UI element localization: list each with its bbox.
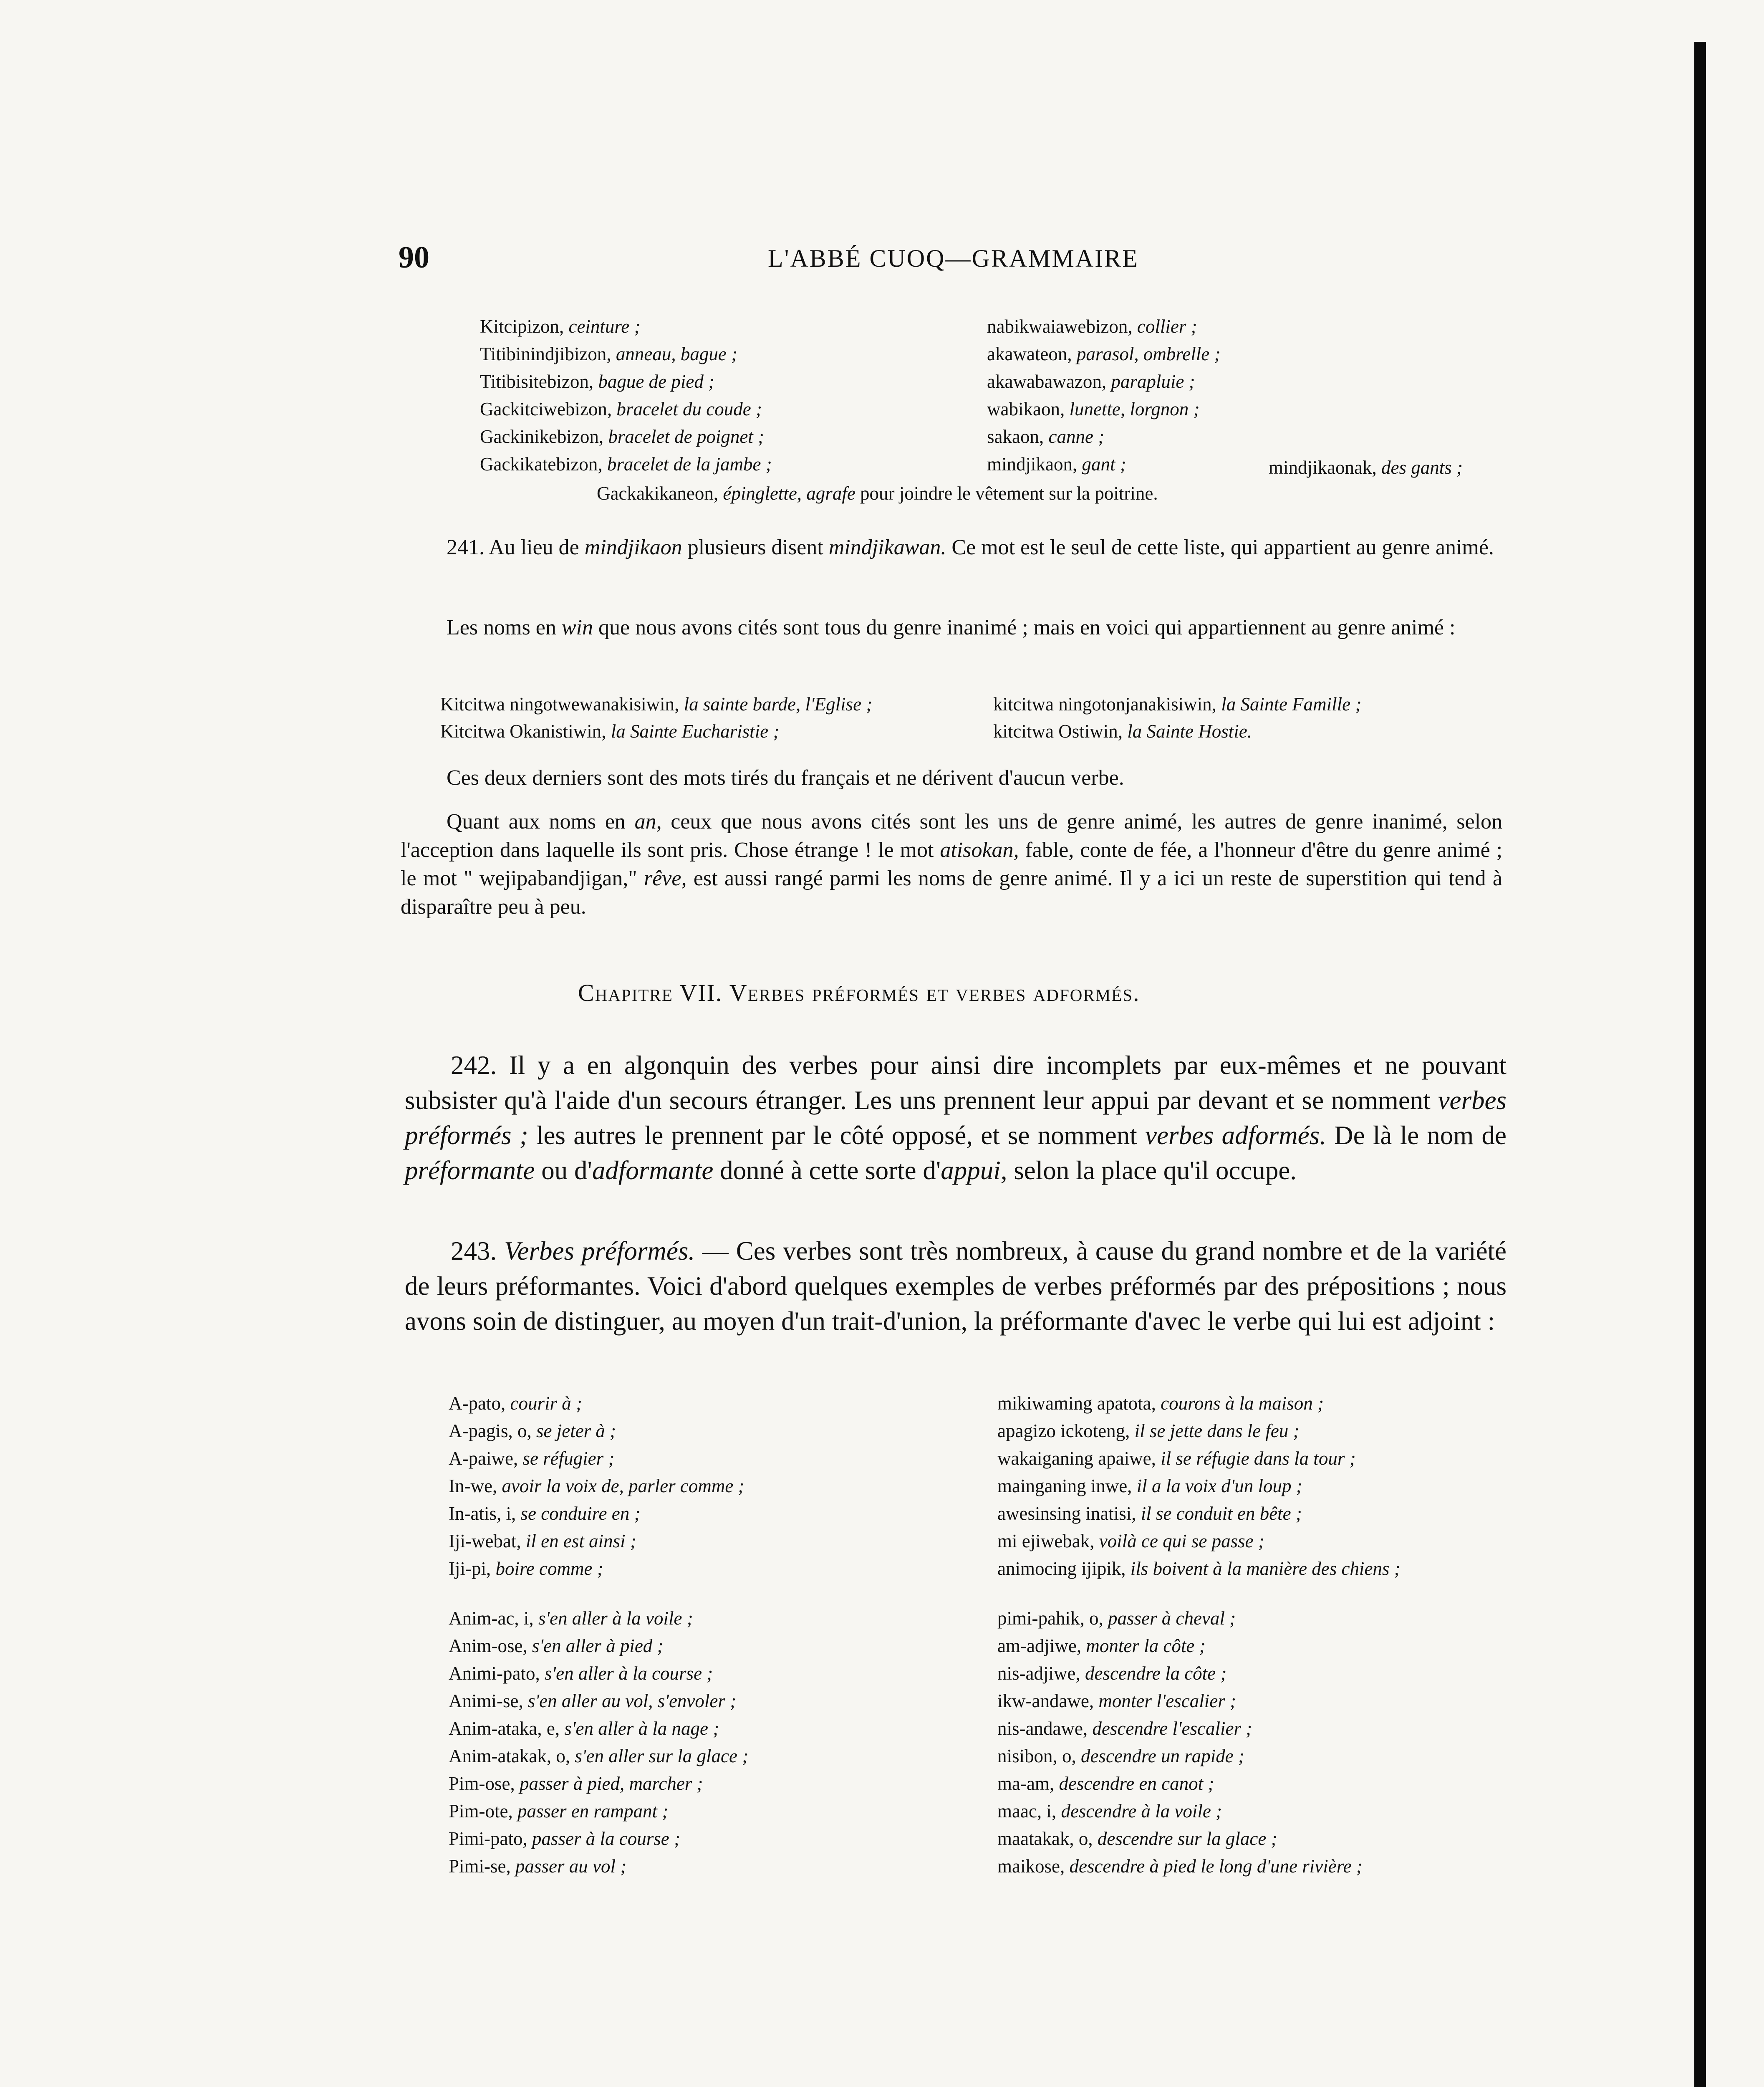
paragraph-noms-an: Quant aux noms en an, ceux que nous avons cités sont les uns de genre animé, les autres de genre inanimé, selon l'acception dans laquelle ils sont pris. Chose étrange ! le mot atisokan, fable, conte de fée, a l'honneur d'être du genre animé ; le mot " wejipabandjigan," rêve, est aussi rangé parmi les noms de genre animé. Il y a ici un reste de superstition qui tend à disparaître peu à peu. bbox=[401, 810, 1503, 919]
list-item: Gackakikaneon, épinglette, agrafe pour joindre le vêtement sur la poitrine. bbox=[597, 483, 1158, 504]
list-item: maikose, descendre à pied le long d'une rivière ; bbox=[997, 1856, 1363, 1877]
list-item: A-pagis, o, se jeter à ; bbox=[449, 1420, 616, 1441]
list-item: Pim-ose, passer à pied, marcher ; bbox=[449, 1773, 703, 1794]
list-item: nisibon, o, descendre un rapide ; bbox=[997, 1746, 1245, 1766]
list-item: Iji-webat, il en est ainsi ; bbox=[449, 1531, 636, 1551]
list-item: In-atis, i, se conduire en ; bbox=[449, 1503, 641, 1524]
list-item: akawateon, parasol, ombrelle ; bbox=[987, 344, 1221, 364]
running-head: L'ABBÉ CUOQ—GRAMMAIRE bbox=[768, 245, 1139, 272]
list-item: am-adjiwe, monter la côte ; bbox=[997, 1635, 1206, 1656]
list-item: sakaon, canne ; bbox=[987, 426, 1105, 447]
list-item: mindjikaonak, des gants ; bbox=[1269, 457, 1463, 478]
page-number: 90 bbox=[399, 240, 429, 275]
list-item: Anim-ataka, e, s'en aller à la nage ; bbox=[449, 1718, 719, 1739]
scan-edge-bar bbox=[1694, 42, 1706, 2087]
list-item: Gackikatebizon, bracelet de la jambe ; bbox=[480, 454, 772, 475]
list-item: mi ejiwebak, voilà ce qui se passe ; bbox=[997, 1531, 1264, 1551]
list-item: Anim-atakak, o, s'en aller sur la glace ; bbox=[449, 1746, 749, 1766]
list-item: ma-am, descendre en canot ; bbox=[997, 1773, 1214, 1794]
list-item: pimi-pahik, o, passer à cheval ; bbox=[997, 1608, 1236, 1629]
list-item: A-pato, courir à ; bbox=[449, 1393, 582, 1414]
list-item: mikiwaming apatota, courons à la maison ; bbox=[997, 1393, 1324, 1414]
list-item: Titibisitebizon, bague de pied ; bbox=[480, 371, 715, 392]
list-item: Kitcipizon, ceinture ; bbox=[480, 316, 641, 337]
list-item: nis-andawe, descendre l'escalier ; bbox=[997, 1718, 1252, 1739]
list-item: In-we, avoir la voix de, parler comme ; bbox=[449, 1476, 744, 1496]
list-item: Pimi-pato, passer à la course ; bbox=[449, 1828, 680, 1849]
list-item: A-paiwe, se réfugier ; bbox=[449, 1448, 615, 1469]
list-item: maatakak, o, descendre sur la glace ; bbox=[997, 1828, 1277, 1849]
list-item: wabikaon, lunette, lorgnon ; bbox=[987, 399, 1200, 419]
paragraph-241: 241. Au lieu de mindjikaon plusieurs disent mindjikawan. Ce mot est le seul de cette liste, qui appartient au genre animé. bbox=[447, 536, 1494, 559]
list-item: Iji-pi, boire comme ; bbox=[449, 1558, 603, 1579]
list-item: Kitcitwa ningotwewanakisiwin, la sainte barde, l'Eglise ; bbox=[440, 694, 873, 715]
list-item: nis-adjiwe, descendre la côte ; bbox=[997, 1663, 1227, 1684]
list-item: Anim-ose, s'en aller à pied ; bbox=[449, 1635, 664, 1656]
list-item: Kitcitwa Okanistiwin, la Sainte Eucharistie ; bbox=[440, 721, 780, 742]
list-item: Titibinindjibizon, anneau, bague ; bbox=[480, 344, 738, 364]
paragraph-242: 242. Il y a en algonquin des verbes pour ainsi dire incomplets par eux-mêmes et ne pouvant subsister qu'à l'aide d'un secours étranger. Les uns prennent leur appui par devant et se nomment verbes préformés ; les autres le prennent par le côté opposé, et se nomment verbes adformés. De là le nom de préformante ou d'adformante donné à cette sorte d'appui, selon la place qu'il occupe. bbox=[405, 1051, 1507, 1185]
paragraph-deux-derniers: Ces deux derniers sont des mots tirés du français et ne dérivent d'aucun verbe. bbox=[447, 766, 1124, 790]
paragraph-noms-win: Les noms en win que nous avons cités sont tous du genre inanimé ; mais en voici qui appartiennent au genre animé : bbox=[447, 616, 1456, 639]
list-item: kitcitwa ningotonjanakisiwin, la Sainte Famille ; bbox=[993, 694, 1362, 715]
list-item: akawabawazon, parapluie ; bbox=[987, 371, 1195, 392]
list-item: awesinsing inatisi, il se conduit en bête ; bbox=[997, 1503, 1302, 1524]
list-item: kitcitwa Ostiwin, la Sainte Hostie. bbox=[993, 721, 1252, 742]
list-item: maac, i, descendre à la voile ; bbox=[997, 1801, 1222, 1822]
chapter-heading: Chapitre VII. Verbes préformés et verbes adformés. bbox=[578, 979, 1140, 1006]
list-item: nabikwaiawebizon, collier ; bbox=[987, 316, 1197, 337]
list-item: Gackitciwebizon, bracelet du coude ; bbox=[480, 399, 762, 419]
list-item: Anim-ac, i, s'en aller à la voile ; bbox=[449, 1608, 693, 1629]
list-item: Pim-ote, passer en rampant ; bbox=[449, 1801, 669, 1822]
list-item: mainganing inwe, il a la voix d'un loup ; bbox=[997, 1476, 1302, 1496]
list-item: wakaiganing apaiwe, il se réfugie dans la tour ; bbox=[997, 1448, 1356, 1469]
list-item: apagizo ickoteng, il se jette dans le feu ; bbox=[997, 1420, 1300, 1441]
list-item: Animi-se, s'en aller au vol, s'envoler ; bbox=[449, 1690, 737, 1711]
list-item: animocing ijipik, ils boivent à la manière des chiens ; bbox=[997, 1558, 1401, 1579]
list-item: Gackinikebizon, bracelet de poignet ; bbox=[480, 426, 765, 447]
list-item: mindjikaon, gant ; bbox=[987, 454, 1126, 475]
list-item: Pimi-se, passer au vol ; bbox=[449, 1856, 627, 1877]
list-item: Animi-pato, s'en aller à la course ; bbox=[449, 1663, 713, 1684]
paragraph-243: 243. Verbes préformés. — Ces verbes sont très nombreux, à cause du grand nombre et de la variété de leurs préformantes. Voici d'abord quelques exemples de verbes préformés par des prépositions ; nous avons soin de distinguer, au moyen d'un trait-d'union, la préformante d'avec le verbe qui lui est adjoint : bbox=[405, 1236, 1507, 1336]
list-item: ikw-andawe, monter l'escalier ; bbox=[997, 1690, 1236, 1711]
